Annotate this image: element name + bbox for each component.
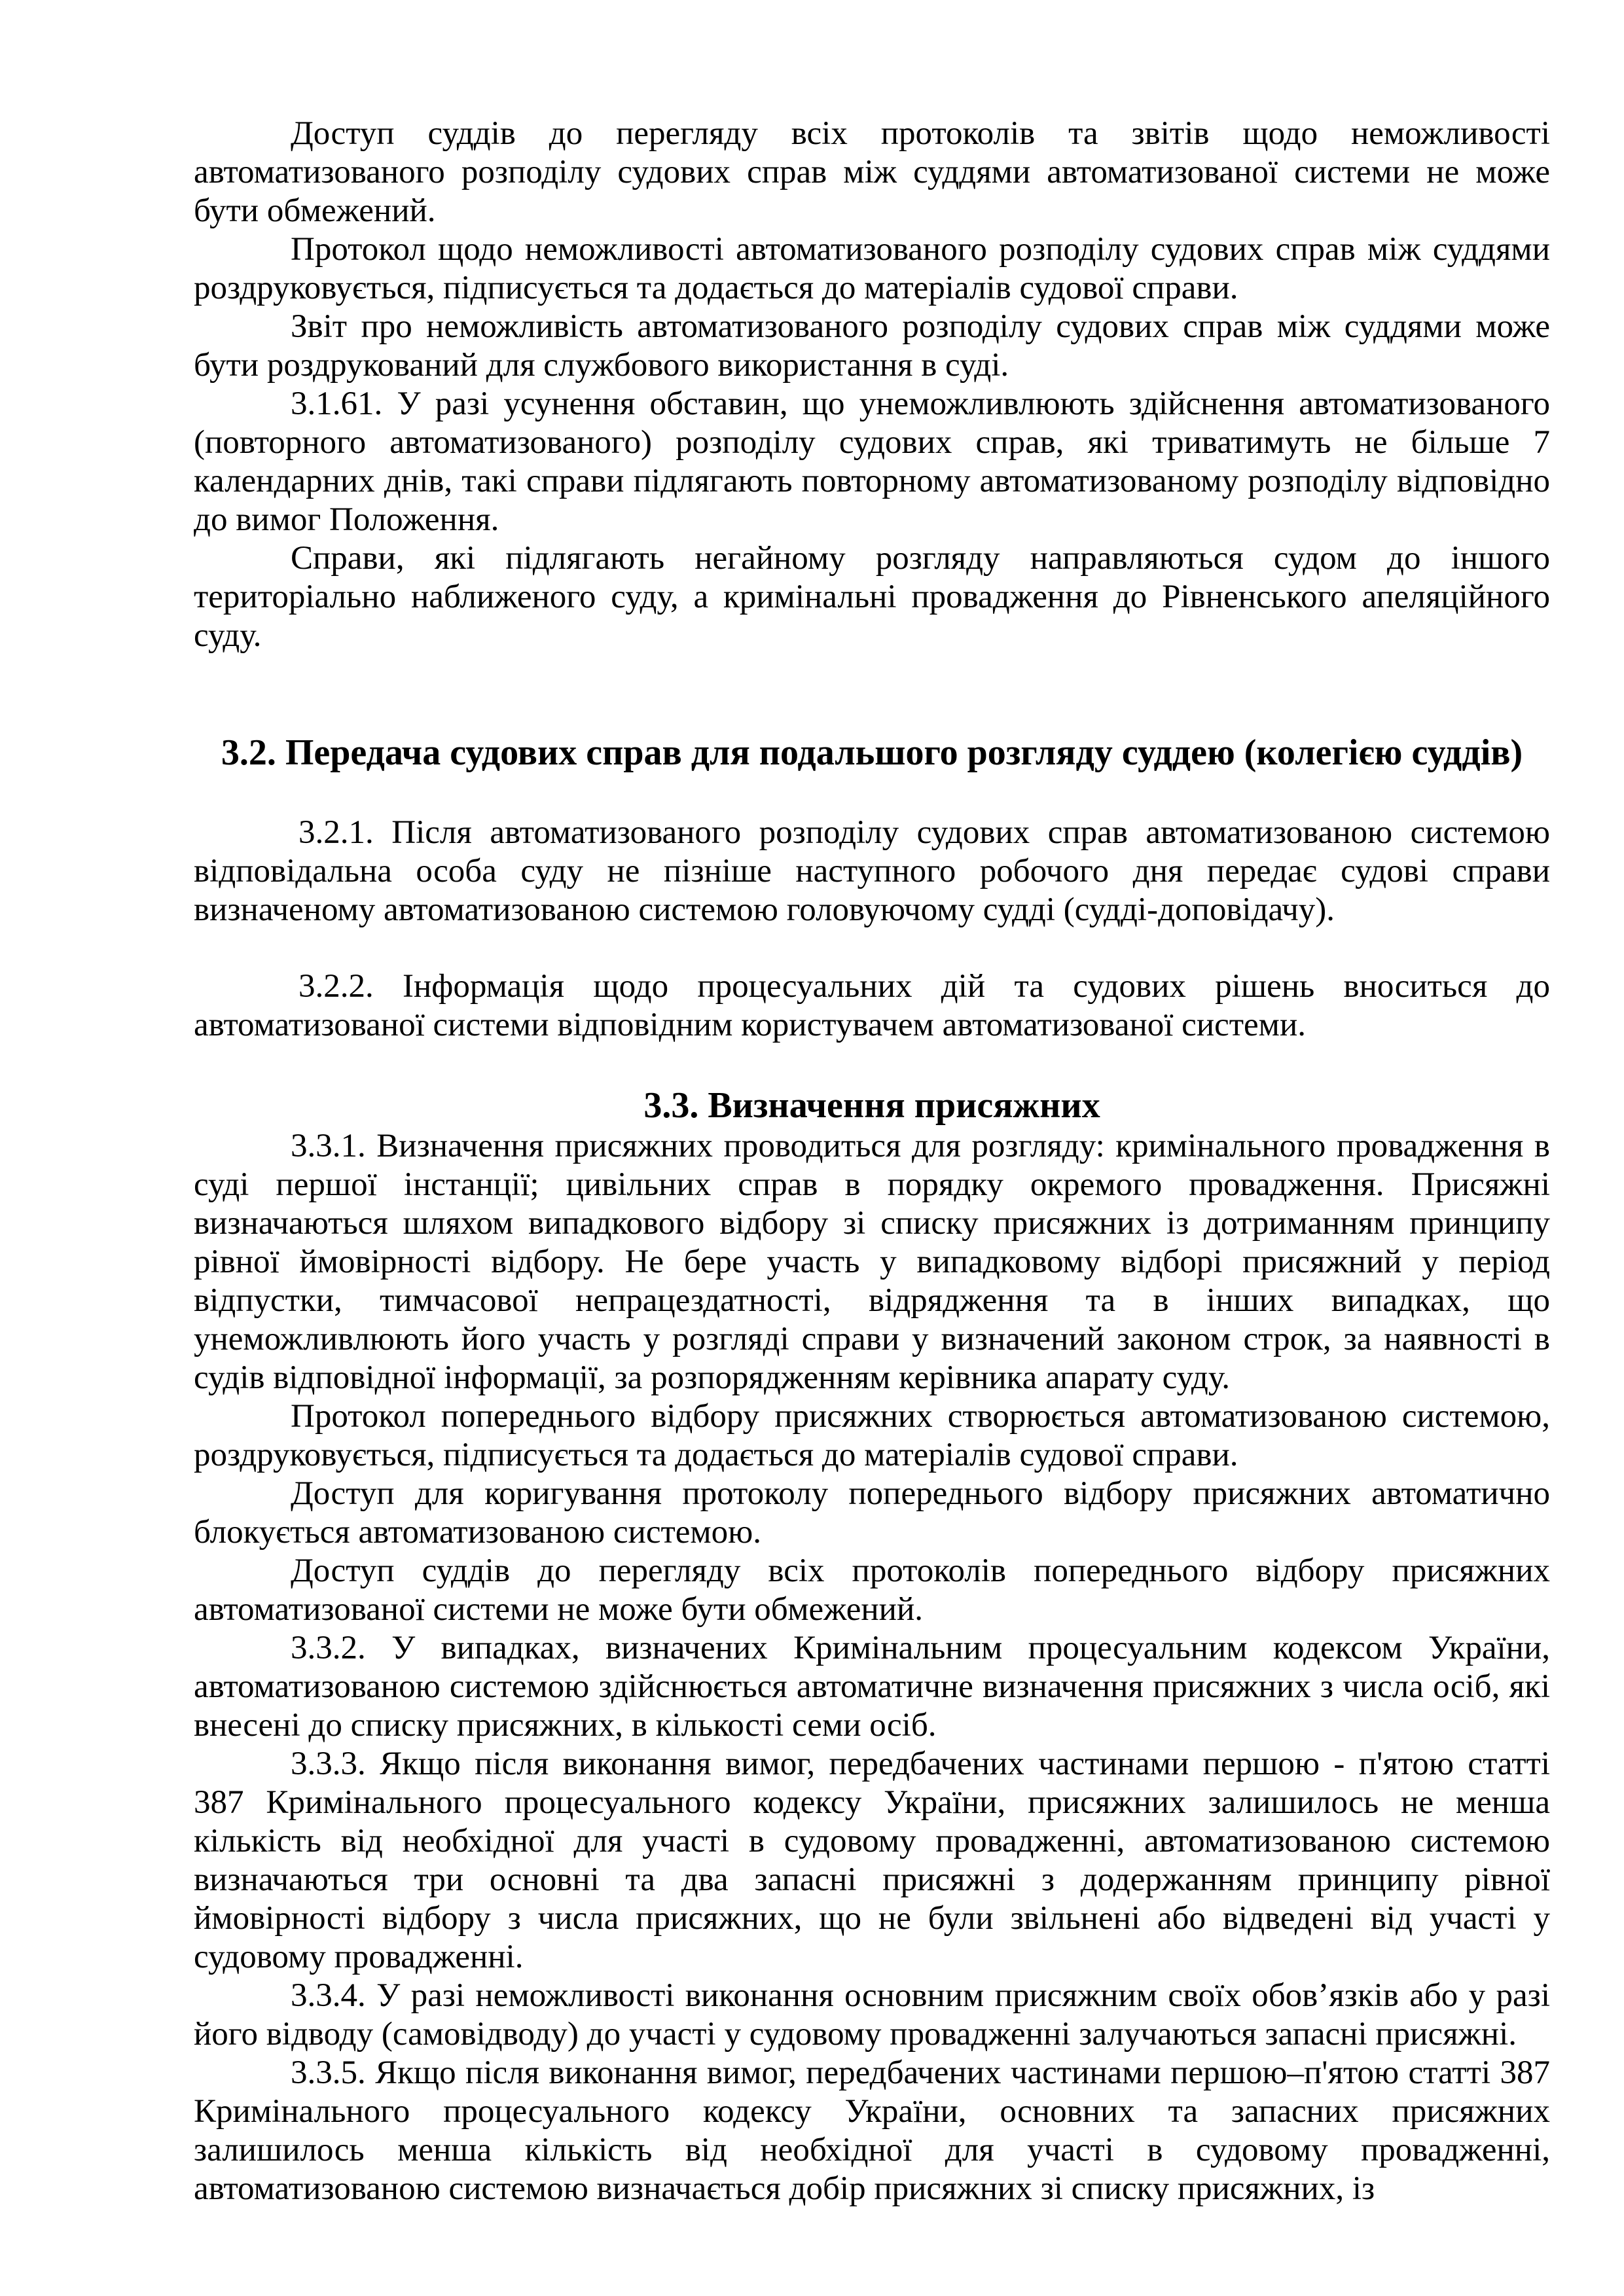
section-heading-3-3: 3.3. Визначення присяжних: [643, 1085, 1100, 1126]
paragraph-3-3-2: 3.3.2. У випадках, визначених Кримінальним процесуальним кодексом України, автоматизованою системою здійснюється автоматичне визначення присяжних з числа осіб, які внесені до списку присяжних, в кількості семи осіб.: [194, 1630, 1550, 1744]
paragraph-judges-access-selection: Доступ суддів до перегляду всіх протоколів попереднього відбору присяжних автоматизованої системи не може бути обмежений.: [194, 1552, 1550, 1628]
paragraph-3-3-3: 3.3.3. Якщо після виконання вимог, передбачених частинами першою - п'ятою статті 387 Кримінального процесуального кодексу України, присяжних залишилось не менша кількість від необхідної для участі в судовому провадженні, автоматизованою системою визначаються три основні та два запасні присяжні з додержанням принципу рівної ймовірності відбору з числа присяжних, що не були звільнені або відведені від участі у судовому провадженні.: [194, 1746, 1550, 1975]
paragraph-3-3-5: 3.3.5. Якщо після виконання вимог, передбачених частинами першою–п'ятою статті 387 Кримінального процесуального кодексу України, основних та запасних присяжних залишилось менша кількість від необхідної для участі в судовому провадженні, автоматизованою системою визначається добір присяжних зі списку присяжних, із: [194, 2054, 1550, 2207]
paragraph-3-3-4: 3.3.4. У разі неможливості виконання основним присяжним своїх обов’язків або у разі його відводу (самовідводу) до участі у судовому провадженні залучаються запасні присяжні.: [194, 1977, 1550, 2053]
paragraph-report-printed: Звіт про неможливість автоматизованого розподілу судових справ між суддями може бути роздрукований для службового використання в суді.: [194, 308, 1550, 384]
paragraph-urgent-cases: Справи, які підлягають негайному розгляду направляються судом до іншого територіально наближеного суду, а кримінальні провадження до Рівненського апеляційного суду.: [194, 540, 1550, 654]
paragraph-spacer: [194, 929, 1550, 967]
paragraph-protocol-printed: Протокол щодо неможливості автоматизованого розподілу судових справ між суддями роздруковується, підписується та додається до матеріалів судової справи.: [194, 231, 1550, 306]
paragraph-3-2-2: 3.2.2. Інформація щодо процесуальних дій та судових рішень вноситься до автоматизованої системи відповідним користувачем автоматизованої системи.: [194, 968, 1550, 1043]
paragraph-protocol-blocked: Доступ для коригування протоколу попереднього відбору присяжних автоматично блокується автоматизованою системою.: [194, 1475, 1550, 1551]
paragraph-preliminary-protocol: Протокол попереднього відбору присяжних створюється автоматизованою системою, роздруковується, підписується та додається до матеріалів судової справи.: [194, 1398, 1550, 1473]
paragraph-3-3-1: 3.3.1. Визначення присяжних проводиться для розгляду: кримінального провадження в суді першої інстанції; цивільних справ в порядку окремого провадження. Присяжні визначаються шляхом випадкового відбору зі списку присяжних із дотриманням принципу рівної ймовірності відбору. Не бере участь у випадковому відборі присяжний у період відпустки, тимчасової непрацездатності, відрядження та в інших випадках, що унеможливлюють його участь у розгляді справи у визначений законом строк, за наявності в судів відповідної інформації, за розпорядженням керівника апарату суду.: [194, 1128, 1550, 1396]
paragraph-3-1-61: 3.1.61. У разі усунення обставин, що унеможливлюють здійснення автоматизованого (повторного автоматизованого) розподілу судових справ, які триватимуть не більше 7 календарних днів, такі справи підлягають повторному автоматизованому розподілу відповідно до вимог Положення.: [194, 386, 1550, 538]
paragraph-judges-access-protocols: Доступ суддів до перегляду всіх протоколів та звітів щодо неможливості автоматизованого розподілу судових справ між суддями автоматизованої системи не може бути обмежений.: [194, 115, 1550, 229]
document-page: [194, 115, 1550, 2208]
section-heading-3-2: 3.2. Передача судових справ для подальшого розгляду суддею (колегією суддів): [221, 732, 1523, 773]
paragraph-3-2-1: 3.2.1. Після автоматизованого розподілу судових справ автоматизованою системою відповідальна особа суду не пізніше наступного робочого дня передає судові справи визначеному автоматизованою системою головуючому судді (судді-доповідачу).: [194, 814, 1550, 928]
